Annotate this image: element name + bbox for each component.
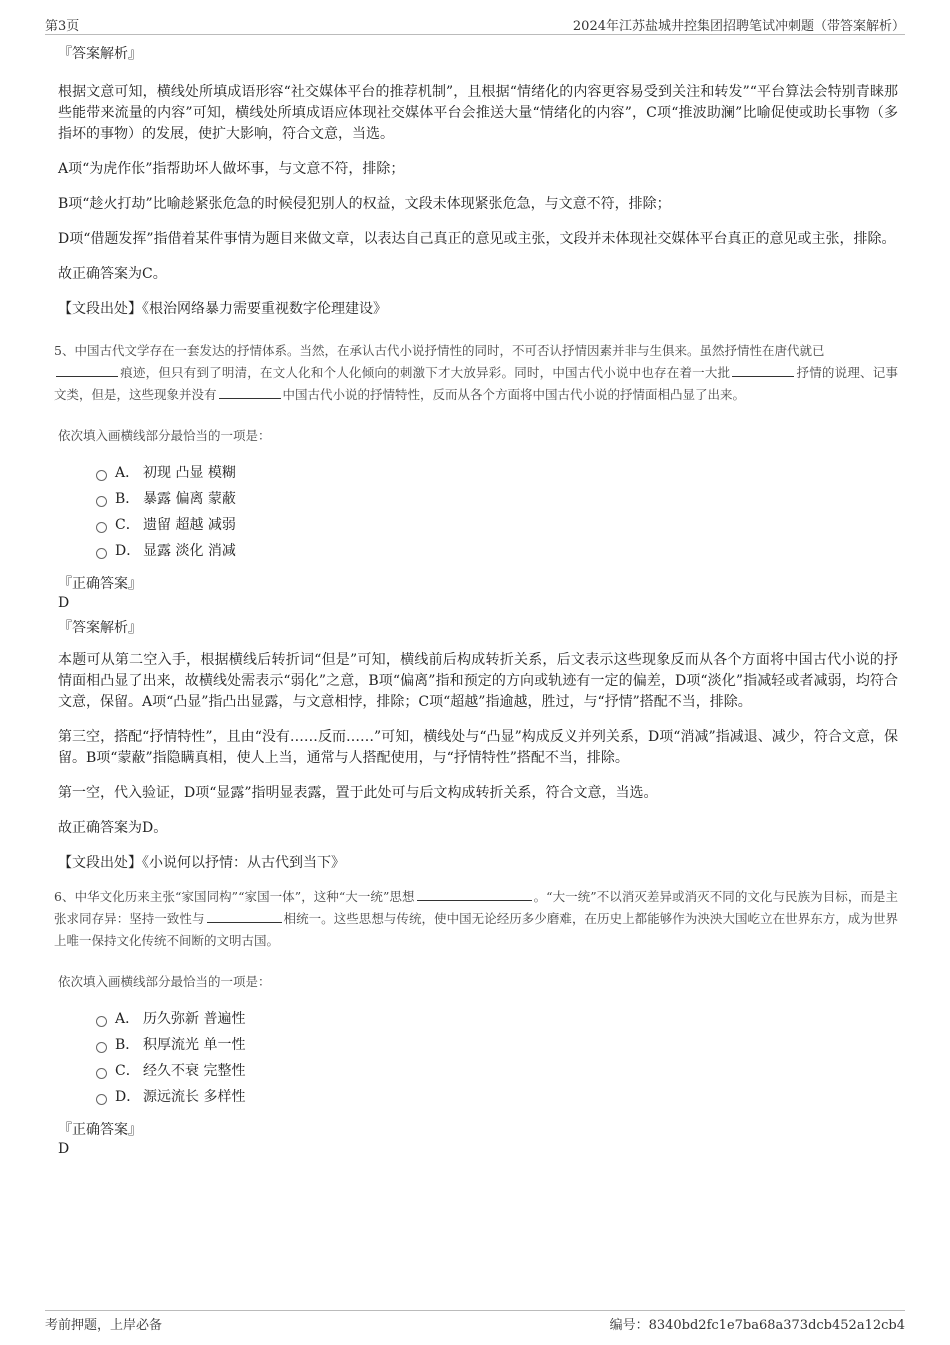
question-prompt: 依次填入画横线部分最恰当的一项是： bbox=[58, 428, 271, 443]
option-d[interactable]: D． 显露 淡化 消减 bbox=[96, 538, 898, 564]
document-code: 编号：8340bd2fc1e7ba68a373dcb452a12cb4 bbox=[609, 1318, 905, 1333]
option-d[interactable]: D． 源远流长 多样性 bbox=[96, 1084, 898, 1110]
analysis-paragraph: 本题可从第二空入手，根据横线后转折词“但是”可知，横线前后构成转折关系，后文表示这些现象反而从各个方面将中国古代小说的抒情面相凸显了出来，故横线处需表示“弱化”之意，B项“偏离”指和预定的方向或轨迹有一定的偏差，D项“淡化”指减轻或者减弱，均符合文意，保留。A项“凸显”指凸出显露，与文意相悖，排除；C项“超越”指逾越，胜过，与“抒情”搭配不当，排除。 bbox=[58, 652, 898, 710]
question-5-stem: 5、中国古代文学存在一套发达的抒情体系。当然，在承认古代小说抒情性的同时，不可否认抒情因素并非与生俱来。虽然抒情性在唐代就已 痕迹，但只有到了明清，在文人化和个人化倾向的刺激下才大放异彩。同时，中国古代小说中也存在着一大批 抒情的说理、记事文类，但是，这些现象并没有 中国古代小说的抒情特性，反而从各个方面将中国古代小说的抒情面相凸显了出来。 bbox=[54, 343, 898, 402]
option-c[interactable]: C． 遗留 超越 减弱 bbox=[96, 512, 898, 538]
question-6-stem: 6、中华文化历来主张“家国同构”“家国一体”，这种“大一统”思想 。“大一统”不以消灭差异或消灭不同的文化与民族为目标，而是主张求同存异：坚持一致性与 相统一。这些思想与传统，使中国无论经历多少磨难，在历史上都能够作为泱泱大国屹立在世界东方，成为世界上唯一保持文化传统不间断的文明古国。 bbox=[54, 886, 898, 952]
answer-conclusion: 故正确答案为D。 bbox=[58, 820, 168, 836]
radio-icon[interactable] bbox=[96, 1042, 107, 1053]
page-header bbox=[45, 14, 905, 35]
source-citation: 【文段出处】《根治网络暴力需要重视数字伦理建设》 bbox=[58, 301, 387, 317]
page-content bbox=[54, 44, 898, 1164]
q5-options bbox=[96, 460, 898, 564]
fill-blank bbox=[732, 362, 794, 377]
radio-icon[interactable] bbox=[96, 1068, 107, 1079]
answer-conclusion: 故正确答案为C。 bbox=[58, 266, 167, 282]
analysis-paragraph: D项“借题发挥”指借着某件事情为题目来做文章，以表达自己真正的意见或主张，文段并未体现社交媒体平台真正的意见或主张，排除。 bbox=[58, 231, 896, 247]
correct-answer: D bbox=[58, 595, 70, 611]
analysis-paragraph: B项“趁火打劫”比喻趁紧张危急的时候侵犯别人的权益，文段未体现紧张危急，与文意不符，排除； bbox=[58, 196, 671, 212]
option-a[interactable]: A． 历久弥新 普遍性 bbox=[96, 1006, 898, 1032]
analysis-paragraph: 根据文意可知，横线处所填成语形容“社交媒体平台的推荐机制”，且根据“情绪化的内容更容易受到关注和转发”“平台算法会特别青睐那些能带来流量的内容”可知，横线处所填成语应体现社交媒体平台会推送大量“情绪化的内容”，C项“推波助澜”比喻促使或助长事物（多指坏的事物）的发展，使扩大影响，符合文意，当选。 bbox=[58, 84, 898, 142]
analysis-label: 『答案解析』 bbox=[58, 620, 142, 636]
radio-icon[interactable] bbox=[96, 522, 107, 533]
analysis-label: 『答案解析』 bbox=[58, 46, 142, 62]
fill-blank bbox=[219, 384, 281, 399]
analysis-paragraph: 第一空，代入验证，D项“显露”指明显表露，置于此处可与后文构成转折关系，符合文意，当选。 bbox=[58, 785, 658, 801]
source-citation: 【文段出处】《小说何以抒情：从古代到当下》 bbox=[58, 855, 345, 871]
analysis-paragraph: 第三空，搭配“抒情特性”，且由“没有……反而……”可知，横线处与“凸显”构成反义并列关系，D项“消减”指减退、减少，符合文意，保留。B项“蒙蔽”指隐瞒真相，使人上当，通常与人搭配使用，与“抒情特性”搭配不当，排除。 bbox=[58, 729, 898, 766]
option-c[interactable]: C． 经久不衰 完整性 bbox=[96, 1058, 898, 1084]
option-a[interactable]: A． 初现 凸显 模糊 bbox=[96, 460, 898, 486]
option-b[interactable]: B． 积厚流光 单一性 bbox=[96, 1032, 898, 1058]
correct-answer-label: 『正确答案』 bbox=[58, 1122, 142, 1138]
radio-icon[interactable] bbox=[96, 548, 107, 559]
radio-icon[interactable] bbox=[96, 496, 107, 507]
analysis-paragraph: A项“为虎作伥”指帮助坏人做坏事，与文意不符，排除； bbox=[58, 161, 405, 177]
question-prompt: 依次填入画横线部分最恰当的一项是： bbox=[58, 974, 271, 989]
page-number: 第3页 bbox=[45, 19, 80, 34]
q6-options bbox=[96, 1006, 898, 1110]
radio-icon[interactable] bbox=[96, 1016, 107, 1027]
fill-blank bbox=[417, 886, 532, 901]
document-title: 2024年江苏盐城井控集团招聘笔试冲刺题（带答案解析） bbox=[572, 19, 905, 34]
footer-slogan: 考前押题，上岸必备 bbox=[45, 1318, 163, 1333]
fill-blank bbox=[56, 362, 118, 377]
fill-blank bbox=[207, 908, 282, 923]
correct-answer-label: 『正确答案』 bbox=[58, 576, 142, 592]
radio-icon[interactable] bbox=[96, 470, 107, 481]
radio-icon[interactable] bbox=[96, 1094, 107, 1105]
correct-answer: D bbox=[58, 1141, 70, 1157]
option-b[interactable]: B． 暴露 偏离 蒙蔽 bbox=[96, 486, 898, 512]
page-footer bbox=[45, 1310, 905, 1333]
